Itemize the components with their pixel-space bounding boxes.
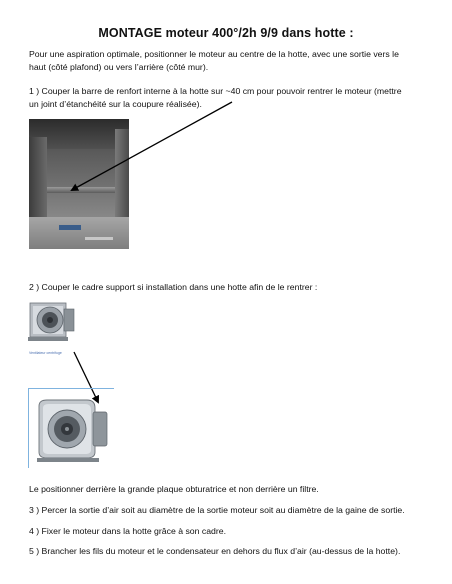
image-frame-left xyxy=(28,388,29,468)
arrow-to-bar xyxy=(72,102,232,190)
step-4-text: 4 ) Fixer le moteur dans la hotte grâce à son cadre. xyxy=(29,526,227,536)
page-title: MONTAGE moteur 400°/2h 9/9 dans hotte : xyxy=(98,26,354,40)
position-text: Le positionner derrière la grande plaque obturatrice et non derrière un filtre. xyxy=(29,484,319,494)
step-1-line-1: 1 ) Couper la barre de renfort interne à la hotte sur ~40 cm pour pouvoir rentrer le moteur (mettre xyxy=(29,86,402,96)
intro-line-2: haut (côté plafond) ou vers l’arrière (côté mur). xyxy=(29,61,209,72)
step-2-text: 2 ) Couper le cadre support si installation dans une hotte afin de le rentrer : xyxy=(29,282,318,292)
arrow-to-large-motor xyxy=(74,352,98,402)
small-image-caption: Ventilateur centrifuge xyxy=(29,351,62,355)
step-5-text: 5 ) Brancher les fils du moteur et le condensateur en dehors du flux d’air (au-dessus de la hotte). xyxy=(29,546,401,556)
image-frame-top xyxy=(28,388,114,389)
step-3-text: 3 ) Percer la sortie d’air soit au diamètre de la sortie moteur soit au diamètre de la gaine de sortie. xyxy=(29,505,405,515)
centrifugal-fan-with-frame xyxy=(28,299,76,343)
step-1-line-2: un joint d’étanchéité sur la coupure réalisée). xyxy=(29,98,202,109)
centrifugal-fan-frame-removed xyxy=(33,396,109,464)
intro-line-1: Pour une aspiration optimale, positionner le moteur au centre de la hotte, avec une sortie vers le xyxy=(29,49,399,59)
